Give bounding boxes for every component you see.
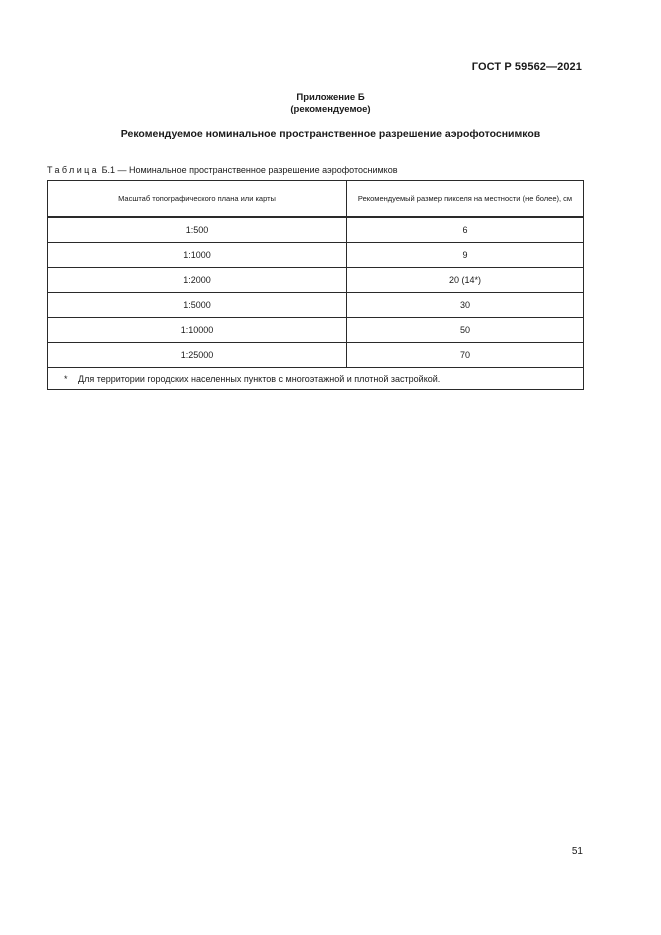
table-header-row <box>48 181 584 218</box>
footnote-text: Для территории городских населенных пунктов с многоэтажной и плотной застройкой. <box>78 373 441 384</box>
cell-pixel-size: 6 <box>347 217 584 243</box>
table-caption-text: Б.1 — Номинальное пространственное разрешение аэрофотоснимков <box>99 165 398 175</box>
table-row <box>48 217 584 243</box>
cell-pixel-size: 70 <box>347 343 584 368</box>
table-row <box>48 268 584 293</box>
header-scale: Масштаб топографического плана или карты <box>48 181 347 218</box>
cell-pixel-size: 20 (14*) <box>347 268 584 293</box>
resolution-table <box>47 180 584 390</box>
appendix-status: (рекомендуемое) <box>290 104 371 115</box>
table-row <box>48 318 584 343</box>
cell-pixel-size: 50 <box>347 318 584 343</box>
appendix-title: Приложение Б <box>296 92 365 103</box>
header-pixel-size: Рекомендуемый размер пикселя на местности (не более), см <box>347 181 584 218</box>
section-title: Рекомендуемое номинальное пространственное разрешение аэрофотоснимков <box>120 128 541 140</box>
table-footnote-row <box>48 368 584 390</box>
table-row <box>48 343 584 368</box>
document-code: ГОСТ Р 59562—2021 <box>471 61 582 73</box>
cell-pixel-size: 9 <box>347 243 584 268</box>
table-caption <box>47 165 398 175</box>
table-footnote <box>48 368 584 390</box>
table-caption-label: Таблица <box>47 165 100 175</box>
table-row <box>48 243 584 268</box>
cell-scale: 1:25000 <box>48 343 347 368</box>
cell-scale: 1:5000 <box>48 293 347 318</box>
cell-pixel-size: 30 <box>347 293 584 318</box>
footnote-mark: * <box>64 373 68 384</box>
page-number: 51 <box>571 846 583 857</box>
table-row <box>48 293 584 318</box>
cell-scale: 1:1000 <box>48 243 347 268</box>
cell-scale: 1:500 <box>48 217 347 243</box>
cell-scale: 1:2000 <box>48 268 347 293</box>
cell-scale: 1:10000 <box>48 318 347 343</box>
